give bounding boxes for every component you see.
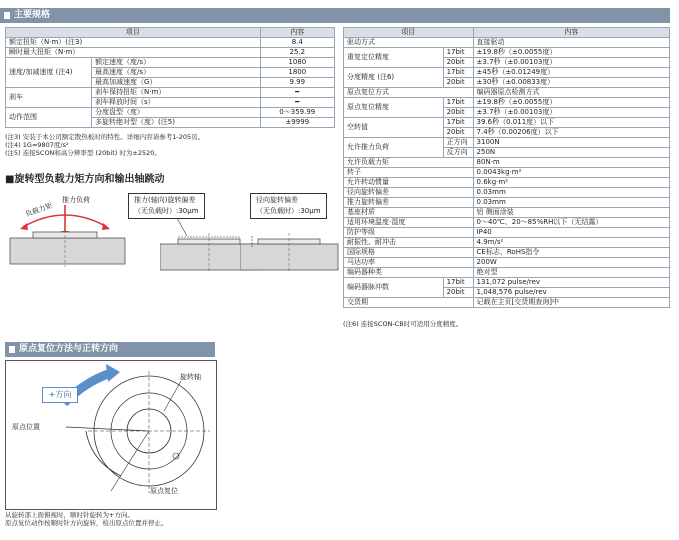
radial-runout-diagram [240,230,340,275]
row-label: 国际规格 [344,248,474,258]
table-row [344,88,670,98]
row-group-label: 编码器脉冲数 [344,278,444,298]
header-item: 项目 [6,28,261,38]
detail-spec-table [343,27,670,308]
row-group-label: 允许推力负荷 [344,138,444,158]
row-value: 250N [473,148,669,158]
row-group-label: 重复定位精度 [344,48,444,68]
table-row [6,88,335,98]
row-value: 7.4秒（0.00206度）以下 [473,128,669,138]
thrust-load-label: 推力负荷 [62,196,90,204]
table-row [6,58,335,68]
row-bits: 20bit [443,58,473,68]
homing-desc-line-2: 原点复位动作按顺时针方向旋转，检出原点位置并停止。 [5,519,168,527]
row-value: 绝对型 [473,268,669,278]
row-bits: 17bit [443,118,473,128]
table-row [344,208,670,218]
row-value: 39.6秒（0.011度）以下 [473,118,669,128]
row-value: ±9999 [260,118,334,128]
row-value: ±3.7秒（±0.00103度） [473,108,669,118]
row-label: 额定扭矩（N·m）(注3) [6,38,261,48]
row-label: 防护等级 [344,228,474,238]
row-value: 0.0043kg·m² [473,168,669,178]
row-label: 马达功率 [344,258,474,268]
row-value: 直接驱动 [473,38,669,48]
row-value: 铝 侧面涂装 [473,208,669,218]
row-bits: 17bit [443,48,473,58]
table-row [344,298,670,308]
row-label: 允许转动惯量 [344,178,474,188]
axial-runout-callout [128,193,205,219]
row-group-label: 原点复位精度 [344,98,444,118]
row-sub-label: 分度盘型（度） [92,108,261,118]
row-label: 驱动方式 [344,38,474,48]
table-row [344,158,670,168]
table-row [344,248,670,258]
homing-desc-line-1: 从旋转部上面俯视时，顺时针旋转为+方向。 [5,511,134,519]
row-bits: 20bit [443,128,473,138]
row-value: ━ [260,98,334,108]
note-5: (注5) 连接SCON和高分辨率型 (20bit) 时为±2520。 [5,149,161,157]
row-bits: 20bit [443,288,473,298]
row-value: 9.99 [260,78,334,88]
table-header [6,28,335,38]
row-label: 径向旋转偏差 [344,188,474,198]
row-group-label: 空转值 [344,118,444,138]
header-item: 项目 [344,28,474,38]
row-value: 0.03mm [473,198,669,208]
row-value: ±19.8秒（±0.0055度） [473,98,669,108]
table-row [344,188,670,198]
table-row [344,168,670,178]
row-value: ±30秒（±0.00833度） [473,78,669,88]
row-sub-label: 最高速度（度/s） [92,68,261,78]
row-value: 25.2 [260,48,334,58]
main-spec-table [5,27,335,128]
table-row [344,268,670,278]
table-row [344,198,670,208]
row-group-label: 分度精度 (注6) [344,68,444,88]
table-body [240,244,338,270]
home-position-label: 原点位置 [12,423,40,431]
table-row [344,178,670,188]
table-row [6,48,335,58]
row-value: CE标志、RoHS指令 [473,248,669,258]
radial-runout-value: （无负载时）:30μm [256,207,321,215]
homing-diagram [6,361,214,507]
row-value: 200W [473,258,669,268]
row-group-label: 刹车 [6,88,92,108]
row-label: 基座材质 [344,208,474,218]
row-label: 推力旋转偏差 [344,198,474,208]
axial-runout-value: （无负载时）:30μm [134,207,199,215]
homing-title-bar: 原点复位方法与正转方向 [5,342,215,357]
row-value: 记载在主页[交货期查询]中 [473,298,669,308]
row-value: 0.03mm [473,188,669,198]
row-label: 原点复位方式 [344,88,474,98]
row-value: 1,048,576 pulse/rev [473,288,669,298]
arrow-head-icon [106,364,120,382]
runout-heading: ■旋转型负载力矩方向和输出轴跳动 [5,174,165,185]
note-6: (注6) 连接SCON-CB时可适用分度精度。 [343,320,463,328]
row-bits: 17bit [443,278,473,288]
row-value: 8.4 [260,38,334,48]
header-content: 内容 [473,28,669,38]
radial-runout-callout [250,193,327,219]
row-label: 耐振性、耐冲击 [344,238,474,248]
row-bits: 正方向 [443,138,473,148]
table-header [344,28,670,38]
table-row [344,68,670,78]
row-group-label: 速度/加减速度 (注4) [6,58,92,88]
row-bits: 20bit [443,108,473,118]
row-sub-label: 刹车保持扭矩（N·m） [92,88,261,98]
row-label: 交货期 [344,298,474,308]
header-content: 内容 [260,28,334,38]
leader-line [111,431,149,491]
note-3: (注3) 安装于本公司额定散热板时的特性。详细内容请参考1-205页。 [5,133,205,141]
row-label: 允许负载力矩 [344,158,474,168]
table-row [344,48,670,58]
row-value: 1080 [260,58,334,68]
radial-runout-label: 径向旋转偏差 [256,196,298,204]
table-row [344,138,670,148]
row-group-label: 动作范围 [6,108,92,128]
row-sub-label: 多旋转绝对型（度）(注5) [92,118,261,128]
plus-direction-label: +方向 [42,387,78,403]
table-row [344,218,670,228]
row-bits: 17bit [443,98,473,108]
table-row [344,98,670,108]
row-value: 3100N [473,138,669,148]
table-row [344,258,670,268]
rotary-table-body [10,238,125,264]
row-label: 转子 [344,168,474,178]
row-value: 80N·m [473,158,669,168]
row-label: 编码器种类 [344,268,474,278]
table-row [6,108,335,118]
row-value: ±45秒（±0.01249度） [473,68,669,78]
notes-left [5,133,204,157]
row-bits: 17bit [443,68,473,78]
row-sub-label: 刹车释放时间（s） [92,98,261,108]
table-row [344,238,670,248]
home-return-label: 原点复位 [150,487,178,495]
row-value: 0.6kg·m² [473,178,669,188]
main-spec-title-bar: 主要规格 [0,8,670,23]
load-moment-label: 负载力矩 [24,201,54,219]
row-sub-label: 额定速度（度/s） [92,58,261,68]
row-sub-label: 最高加减速度（G） [92,78,261,88]
home-return-arc [86,431,121,476]
note-4: (注4) 1G≈9807度/s² [5,141,69,149]
callout-leader-axial [175,218,195,238]
axial-runout-label: 推力(轴向)旋转偏差 [134,196,196,204]
homing-description [5,511,168,527]
table-row [344,118,670,128]
row-bits: 20bit [443,78,473,88]
row-value: ±3.7秒（±0.00103度） [473,58,669,68]
row-value: 编码器原点检测方式 [473,88,669,98]
home-position-line [66,427,149,431]
row-value: 1800 [260,68,334,78]
arrow-head-icon [20,223,28,230]
row-value: 0～40℃、20～85%RH以下（无结露） [473,218,669,228]
row-label: 瞬时最大扭矩（N·m） [6,48,261,58]
table-row [6,38,335,48]
row-value: 4.9m/s² [473,238,669,248]
row-value: IP40 [473,228,669,238]
row-value: 131,072 pulse/rev [473,278,669,288]
row-label: 适用环境温度·湿度 [344,218,474,228]
row-value: ±19.8秒（±0.0055度） [473,48,669,58]
table-row [344,38,670,48]
shaft-label: 旋转轴 [180,373,201,381]
table-row [344,228,670,238]
row-value: 0～359.99 [260,108,334,118]
row-bits: 反方向 [443,148,473,158]
arrow-head-icon [102,223,110,230]
row-value: ━ [260,88,334,98]
table-row [344,278,670,288]
